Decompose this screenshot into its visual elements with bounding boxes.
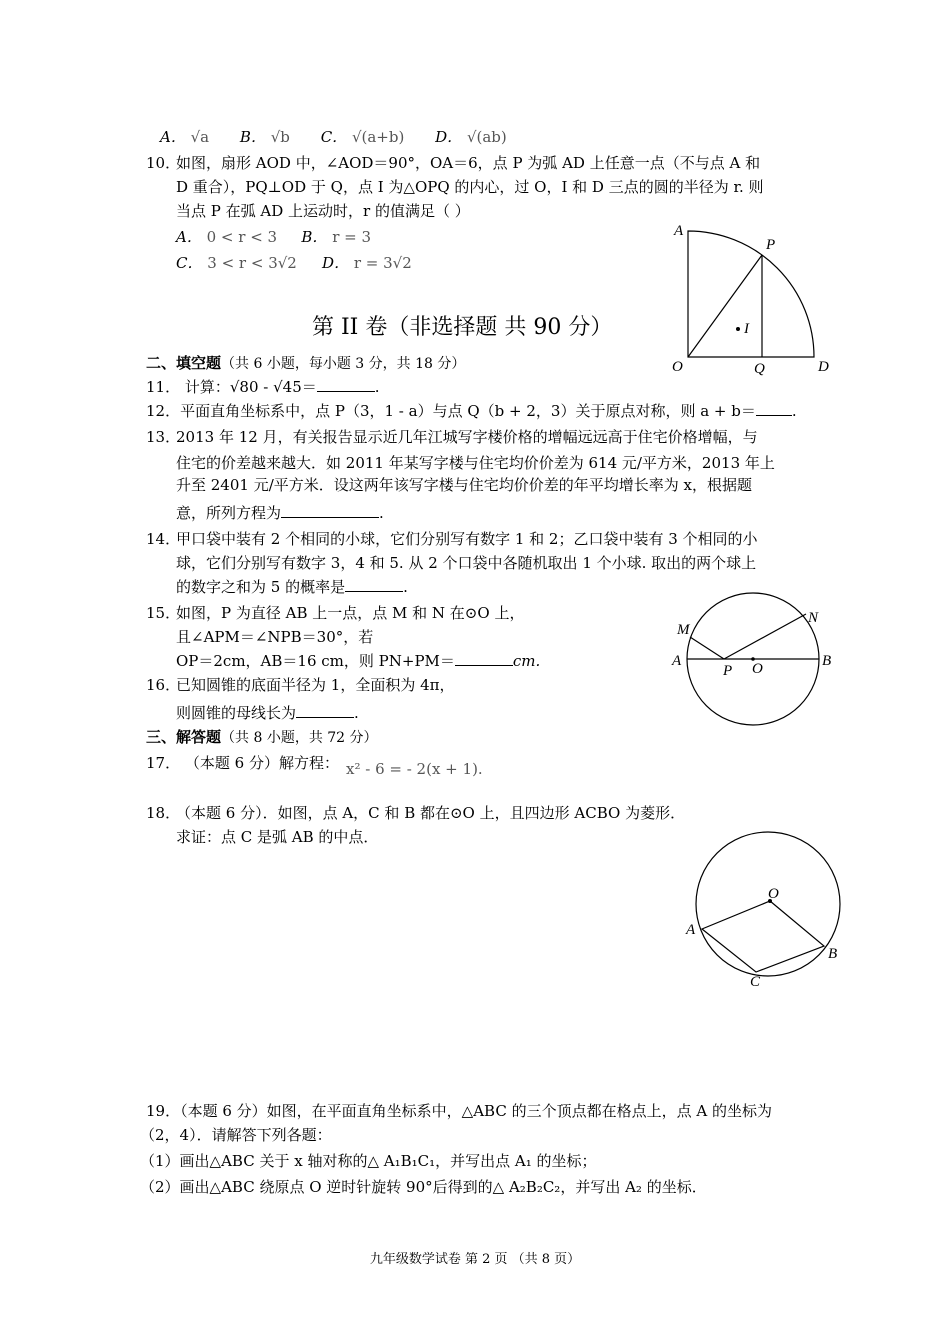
label-B: B xyxy=(822,653,832,669)
q11-end: . xyxy=(374,378,380,396)
q13-line2: 住宅的价差越来越大．如 2011 年某写字楼与住宅均价价差为 614 元/平方米，2013 年上 xyxy=(176,454,775,472)
q14-line3 xyxy=(176,576,408,597)
q12-num: 12． xyxy=(146,402,181,420)
q17-text: （本题 6 分）解方程： xyxy=(184,754,339,772)
section3-header xyxy=(146,726,378,747)
label-B: B xyxy=(828,946,838,962)
q10-line3: 当点 P 在弧 AD 上运动时，r 的值满足（ ） xyxy=(176,202,470,220)
label-A: A xyxy=(674,223,684,239)
q16-answer-blank[interactable] xyxy=(296,703,354,718)
q14-line1: 甲口袋中装有 2 个相同的小球，它们分别写有数字 1 和 2；乙口袋中装有 3 个相同的小 xyxy=(176,530,758,548)
label-M: M xyxy=(677,622,690,638)
label-A: A xyxy=(672,653,682,669)
label-O: O xyxy=(672,359,683,375)
q13-line4 xyxy=(176,502,384,523)
q10-sector-figure xyxy=(660,215,840,380)
section3-note: （共 8 小题，共 72 分） xyxy=(221,730,378,746)
q15-line1: 如图，P 为直径 AB 上一点，点 M 和 N 在⊙O 上， xyxy=(176,604,525,622)
q9-opt-a-label: A． xyxy=(160,128,186,146)
segment-PN xyxy=(724,614,806,659)
section2-note: （共 6 小题，每小题 3 分，共 18 分） xyxy=(221,356,466,372)
q10-options-row2 xyxy=(176,252,412,273)
section3-title: 三、解答题 xyxy=(146,728,222,746)
q12-text: 平面直角坐标系中，点 P（3，1 - a）与点 Q（b + 2，3）关于原点对称，则 a + b＝ xyxy=(180,402,756,420)
q13-end: . xyxy=(379,504,384,522)
q10-opt-d-label: D． xyxy=(322,254,350,272)
q18-line2: 求证：点 C 是弧 AB 的中点． xyxy=(176,828,379,846)
label-N: N xyxy=(808,610,819,626)
q15-circle-figure xyxy=(668,592,838,728)
label-Q: Q xyxy=(754,361,765,377)
label-O: O xyxy=(752,661,763,677)
label-P: P xyxy=(766,237,776,253)
q12-end: . xyxy=(791,402,797,420)
q9-opt-d: √(ab) xyxy=(466,128,507,146)
sector-outline xyxy=(688,231,814,357)
q11 xyxy=(146,376,380,397)
q9-opt-d-label: D． xyxy=(435,128,463,146)
q15-end: cm. xyxy=(512,652,541,670)
q9-opt-c-label: C． xyxy=(320,128,348,146)
q19-line1: 19．（本题 6 分）如图，在平面直角坐标系中，△ABC 的三个顶点都在格点上，点 A 的坐标为 xyxy=(146,1102,772,1120)
q11-text: 计算：√80 - √45＝ xyxy=(184,378,317,396)
q13-num: 13． xyxy=(146,428,181,446)
circle-O xyxy=(696,832,840,976)
q15-num: 15． xyxy=(146,604,181,622)
q19-line4: （2）画出△ABC 绕原点 O 逆时针旋转 90°后得到的△ A₂B₂C₂，并写出 A₂ 的坐标． xyxy=(140,1178,707,1196)
q14-line3-text: 的数字之和为 5 的概率是 xyxy=(176,578,346,596)
q10-num: 10． xyxy=(146,154,181,172)
q10-opt-b: r = 3 xyxy=(332,228,372,246)
q15-answer-blank[interactable] xyxy=(455,651,513,666)
q19-line2: （2，4）．请解答下列各题： xyxy=(140,1126,332,1144)
q9-opt-a: √a xyxy=(190,128,210,146)
q15-line3-text: OP＝2cm，AB＝16 cm，则 PN+PM＝ xyxy=(176,652,455,670)
q14-line2: 球，它们分别写有数字 3，4 和 5. 从 2 个口袋中各随机取出 1 个小球. 取出的两个球上 xyxy=(176,554,757,572)
q10-opt-a-label: A． xyxy=(176,228,202,246)
q17-num: 17． xyxy=(146,754,181,772)
q11-num: 11． xyxy=(146,378,181,396)
label-D: D xyxy=(818,359,829,375)
label-P: P xyxy=(723,663,733,679)
q18-num: 18． xyxy=(146,804,181,822)
q10-opt-a: 0 < r < 3 xyxy=(206,228,278,246)
rhombus-ACBO xyxy=(702,901,824,972)
q16-line2 xyxy=(176,702,359,723)
q17-equation: x² - 6 = - 2(x + 1). xyxy=(346,760,483,778)
label-O: O xyxy=(768,886,779,902)
q14-end: . xyxy=(403,578,408,596)
q9-opt-b: √b xyxy=(270,128,290,146)
q16-line2-text: 则圆锥的母线长为 xyxy=(176,704,297,722)
q13-line4-text: 意，所列方程为 xyxy=(176,504,282,522)
label-A: A xyxy=(686,922,696,938)
page-footer: 九年级数学试卷 第 2 页 （共 8 页） xyxy=(369,1252,581,1267)
q10-line2: D 重合），PQ⊥OD 于 Q，点 I 为△OPQ 的内心，过 O，I 和 D 三点的圆的半径为 r. 则 xyxy=(176,178,764,196)
segment-OP xyxy=(688,255,762,357)
q10-opt-d: r = 3√2 xyxy=(353,254,412,272)
q10-opt-c-label: C． xyxy=(176,254,203,272)
q10-line1: 如图，扇形 AOD 中，∠AOD＝90°，OA＝6，点 P 为弧 AD 上任意一点（不与点 A 和 xyxy=(176,154,761,172)
q19-line3: （1）画出△ABC 关于 x 轴对称的△ A₁B₁C₁，并写出点 A₁ 的坐标； xyxy=(140,1152,597,1170)
q15-line3 xyxy=(176,650,540,671)
q9-opt-b-label: B． xyxy=(239,128,266,146)
q13-answer-blank[interactable] xyxy=(281,503,379,518)
q18-rhombus-figure xyxy=(682,826,852,996)
label-I: I xyxy=(744,321,749,337)
q9-opt-c: √(a+b) xyxy=(351,128,405,146)
part2-title: 第 II 卷（非选择题 共 90 分） xyxy=(312,315,613,340)
q12-answer-blank[interactable] xyxy=(756,401,792,416)
q18-line1: （本题 6 分）．如图，点 A，C 和 B 都在⊙O 上，且四边形 ACBO 为菱形． xyxy=(176,804,686,822)
q14-answer-blank[interactable] xyxy=(345,577,403,592)
q13-line1: 2013 年 12 月，有关报告显示近几年江城写字楼价格的增幅远远高于住宅价格增幅，与 xyxy=(176,428,758,446)
q16-num: 16． xyxy=(146,676,181,694)
q11-answer-blank[interactable] xyxy=(317,377,375,392)
q13-line3: 升至 2401 元/平方米．设这两年该写字楼与住宅均价价差的年平均增长率为 x，根据题 xyxy=(176,476,752,494)
q16-end: . xyxy=(354,704,359,722)
section2-title: 二、填空题 xyxy=(146,354,222,372)
q16-line1: 已知圆锥的底面半径为 1，全面积为 4π， xyxy=(176,676,455,694)
q10-options-row1 xyxy=(176,226,371,247)
q12 xyxy=(146,400,797,421)
incenter-point xyxy=(736,327,740,331)
q9-options xyxy=(160,126,507,147)
q15-line2: 且∠APM＝∠NPB＝30°，若 xyxy=(176,628,374,646)
label-C: C xyxy=(750,974,761,990)
section2-header xyxy=(146,352,465,373)
segment-PM xyxy=(690,637,724,659)
q10-opt-c: 3 < r < 3√2 xyxy=(207,254,297,272)
q10-opt-b-label: B． xyxy=(301,228,328,246)
q14-num: 14． xyxy=(146,530,181,548)
q17 xyxy=(146,752,339,773)
